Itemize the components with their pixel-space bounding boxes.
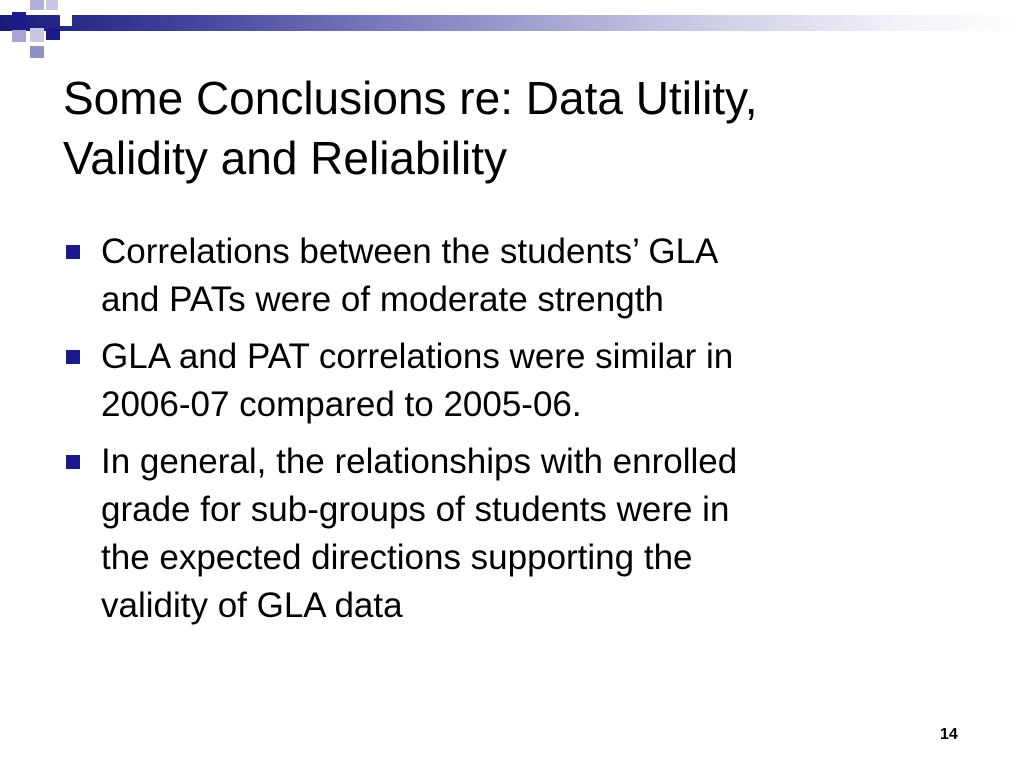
decor-square	[30, 28, 44, 42]
bullet-text-line: GLA and PAT correlations were similar in	[101, 337, 734, 376]
bullet-text-line: 2006-07 compared to 2005-06.	[101, 385, 582, 424]
decor-square	[46, 28, 60, 40]
bullet-text-line: In general, the relationships with enrolled	[101, 442, 738, 481]
page-number: 14	[940, 726, 958, 743]
slide-title	[63, 68, 983, 188]
slide-title-line: Validity and Reliability	[63, 132, 508, 184]
bullet-text-line: and PATs were of moderate strength	[101, 280, 664, 319]
bullet-text-line: grade for sub-groups of students were in	[101, 490, 730, 529]
decor-square	[46, 0, 58, 10]
header-gradient-bar	[0, 15, 1024, 31]
decor-square	[60, 14, 72, 26]
bullet-item	[66, 333, 956, 429]
decor-square	[30, 46, 44, 58]
bullet-text-line: validity of GLA data	[101, 586, 403, 625]
square-bullet-icon	[66, 245, 80, 259]
decor-square	[12, 12, 26, 26]
bullet-item	[66, 228, 956, 324]
decor-square	[12, 30, 26, 42]
slide-title-line: Some Conclusions re: Data Utility,	[63, 72, 758, 124]
square-bullet-icon	[66, 455, 80, 469]
bullet-list	[66, 228, 956, 639]
bullet-item	[66, 438, 956, 630]
decor-square	[30, 0, 44, 10]
bullet-text-line: Correlations between the students’ GLA	[101, 232, 719, 271]
bullet-text-line: the expected directions supporting the	[101, 538, 693, 577]
square-bullet-icon	[66, 350, 80, 364]
